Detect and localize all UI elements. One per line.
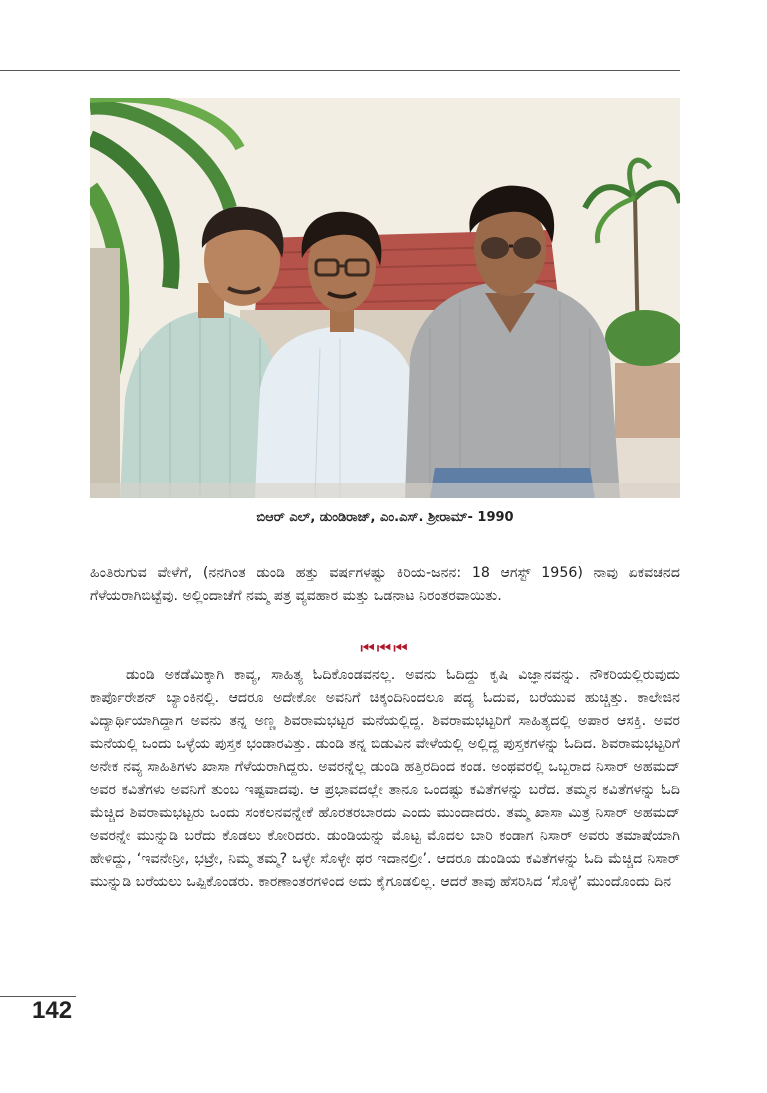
page-number: 142	[32, 997, 73, 1024]
group-photo-illustration	[90, 98, 680, 498]
group-photo	[90, 98, 680, 498]
header-rule	[0, 70, 680, 71]
wall-right	[615, 363, 680, 443]
paragraph-main: ಡುಂಡಿ ಅಕಡೆಮಿಕ್ಕಾಗಿ ಕಾವ್ಯ, ಸಾಹಿತ್ಯ ಓದಿಕೊಂಡವನಲ್ಲ. ಅವನು ಓದಿದ್ದು ಕೃಷಿ ವಿಜ್ಞಾನವನ್ನು. ನೌಕರಿಯಲ್ಲಿರುವುದು ಕಾರ್ಪೊರೇಶನ್ ಬ್ಯಾಂಕಿನಲ್ಲಿ. ಆದರೂ ಅದೇಕೋ ಅವನಿಗೆ ಚಿಕ್ಕಂದಿನಿಂದಲೂ ಪದ್ಯ ಓದುವ, ಬರೆಯುವ ಹುಚ್ಚಿತ್ತು. ಕಾಲೇಜಿನ ವಿದ್ಯಾರ್ಥಿಯಾಗಿದ್ದಾಗ ಅವನು ತನ್ನ ಅಣ್ಣ ಶಿವರಾಮಭಟ್ಟರ ಮನೆಯಲ್ಲಿದ್ದ. ಶಿವರಾಮಭಟ್ಟರಿಗೆ ಸಾಹಿತ್ಯದಲ್ಲಿ ಅಪಾರ ಆಸಕ್ತಿ. ಅವರ ಮನೆಯಲ್ಲಿ ಒಂದು ಒಳ್ಳೆಯ ಪುಸ್ತಕ ಭಂಡಾರವಿತ್ತು. ಡುಂಡಿ ತನ್ನ ಬಿಡುವಿನ ವೇಳೆಯಲ್ಲಿ ಅಲ್ಲಿದ್ದ ಪುಸ್ತಕಗಳನ್ನು ಓದಿದ. ಶಿವರಾಮಭಟ್ಟರಿಗೆ ಅನೇಕ ನವ್ಯ ಸಾಹಿತಿಗಳು ಖಾಸಾ ಗೆಳೆಯರಾಗಿದ್ದರು. ಅವರನ್ನೆಲ್ಲ ಡುಂಡಿ ಹತ್ತಿರದಿಂದ ಕಂಡ. ಅಂಥವರಲ್ಲಿ ಒಬ್ಬರಾದ ನಿಸಾರ್ ಅಹಮದ್ ಅವರ ಕವಿತೆಗಳು ಅವನಿಗೆ ತುಂಬ ಇಷ್ಟವಾದವು. ಆ ಪ್ರಭಾವದಲ್ಲೇ ತಾನೂ ಒಂದಷ್ಟು ಕವಿತೆಗಳನ್ನು ಬರೆದ. ತಮ್ಮನ ಕವಿತೆಗಳನ್ನು ಓದಿ ಮೆಚ್ಚಿದ ಶಿವರಾಮಭಟ್ಟರು ಒಂದು ಸಂಕಲನವನ್ನೇಕೆ ಹೊರತರಬಾರದು ಎಂದು ಮುಂದಾದರು. ತಮ್ಮ ಖಾಸಾ ಮಿತ್ರ ನಿಸಾರ್ ಅಹಮದ್ ಅವರನ್ನೇ ಮುನ್ನುಡಿ ಬರೆದು ಕೊಡಲು ಕೋರಿದರು. ಡುಂಡಿಯನ್ನು ಮೊಟ್ಟ ಮೊದಲ ಬಾರಿ ಕಂಡಾಗ ನಿಸಾರ್ ಅವರು ತಮಾಷೆಯಾಗಿ ಹೇಳಿದ್ದು, ‘ಇವನೇನ್ರೀ, ಭಟ್ರೇ, ನಿಮ್ಮ ತಮ್ಮ? ಒಳ್ಳೇ ಸೊಳ್ಳೇ ಥರ ಇದಾನಲ್ರೀ’. ಆದರೂ ಡುಂಡಿಯ ಕವಿತೆಗಳನ್ನು ಓದಿ ಮೆಚ್ಚಿದ ನಿಸಾರ್ ಮುನ್ನುಡಿ ಬರೆಯಲು ಒಪ್ಪಿಕೊಂಡರು. ಕಾರಣಾಂತರಗಳಿಂದ ಅದು ಕೈಗೂಡಲಿಲ್ಲ. ಆದರೆ ತಾವು ಹೆಸರಿಸಿದ ‘ಸೊಳ್ಳೆ’ ಮುಂದೊಂದು ದಿನ	[90, 667, 680, 890]
section-divider-ornament: ⏮⏮⏮	[360, 638, 410, 657]
photo-caption: ಬಿಆರ್ ಎಲ್, ಡುಂಡಿರಾಜ್, ಎಂ.ಎಸ್. ಶ್ರೀರಾಮ್- 1990	[256, 510, 514, 525]
paragraph-intro: ಹಿಂತಿರುಗುವ ವೇಳೆಗೆ, (ನನಗಿಂತ ಡುಂಡಿ ಹತ್ತು ವರ್ಷಗಳಷ್ಟು ಕಿರಿಯ-ಜನನ: 18 ಆಗಸ್ಟ್ 1956) ನಾವು ಏಕವಚನದ ಗೆಳೆಯರಾಗಿಬಿಟ್ಟೆವು. ಅಲ್ಲಿಂದಾಚೆಗೆ ನಮ್ಮ ಪತ್ರ ವ್ಯವಹಾರ ಮತ್ತು ಒಡನಾಟ ನಿರಂತರವಾಯಿತು.	[90, 565, 680, 604]
